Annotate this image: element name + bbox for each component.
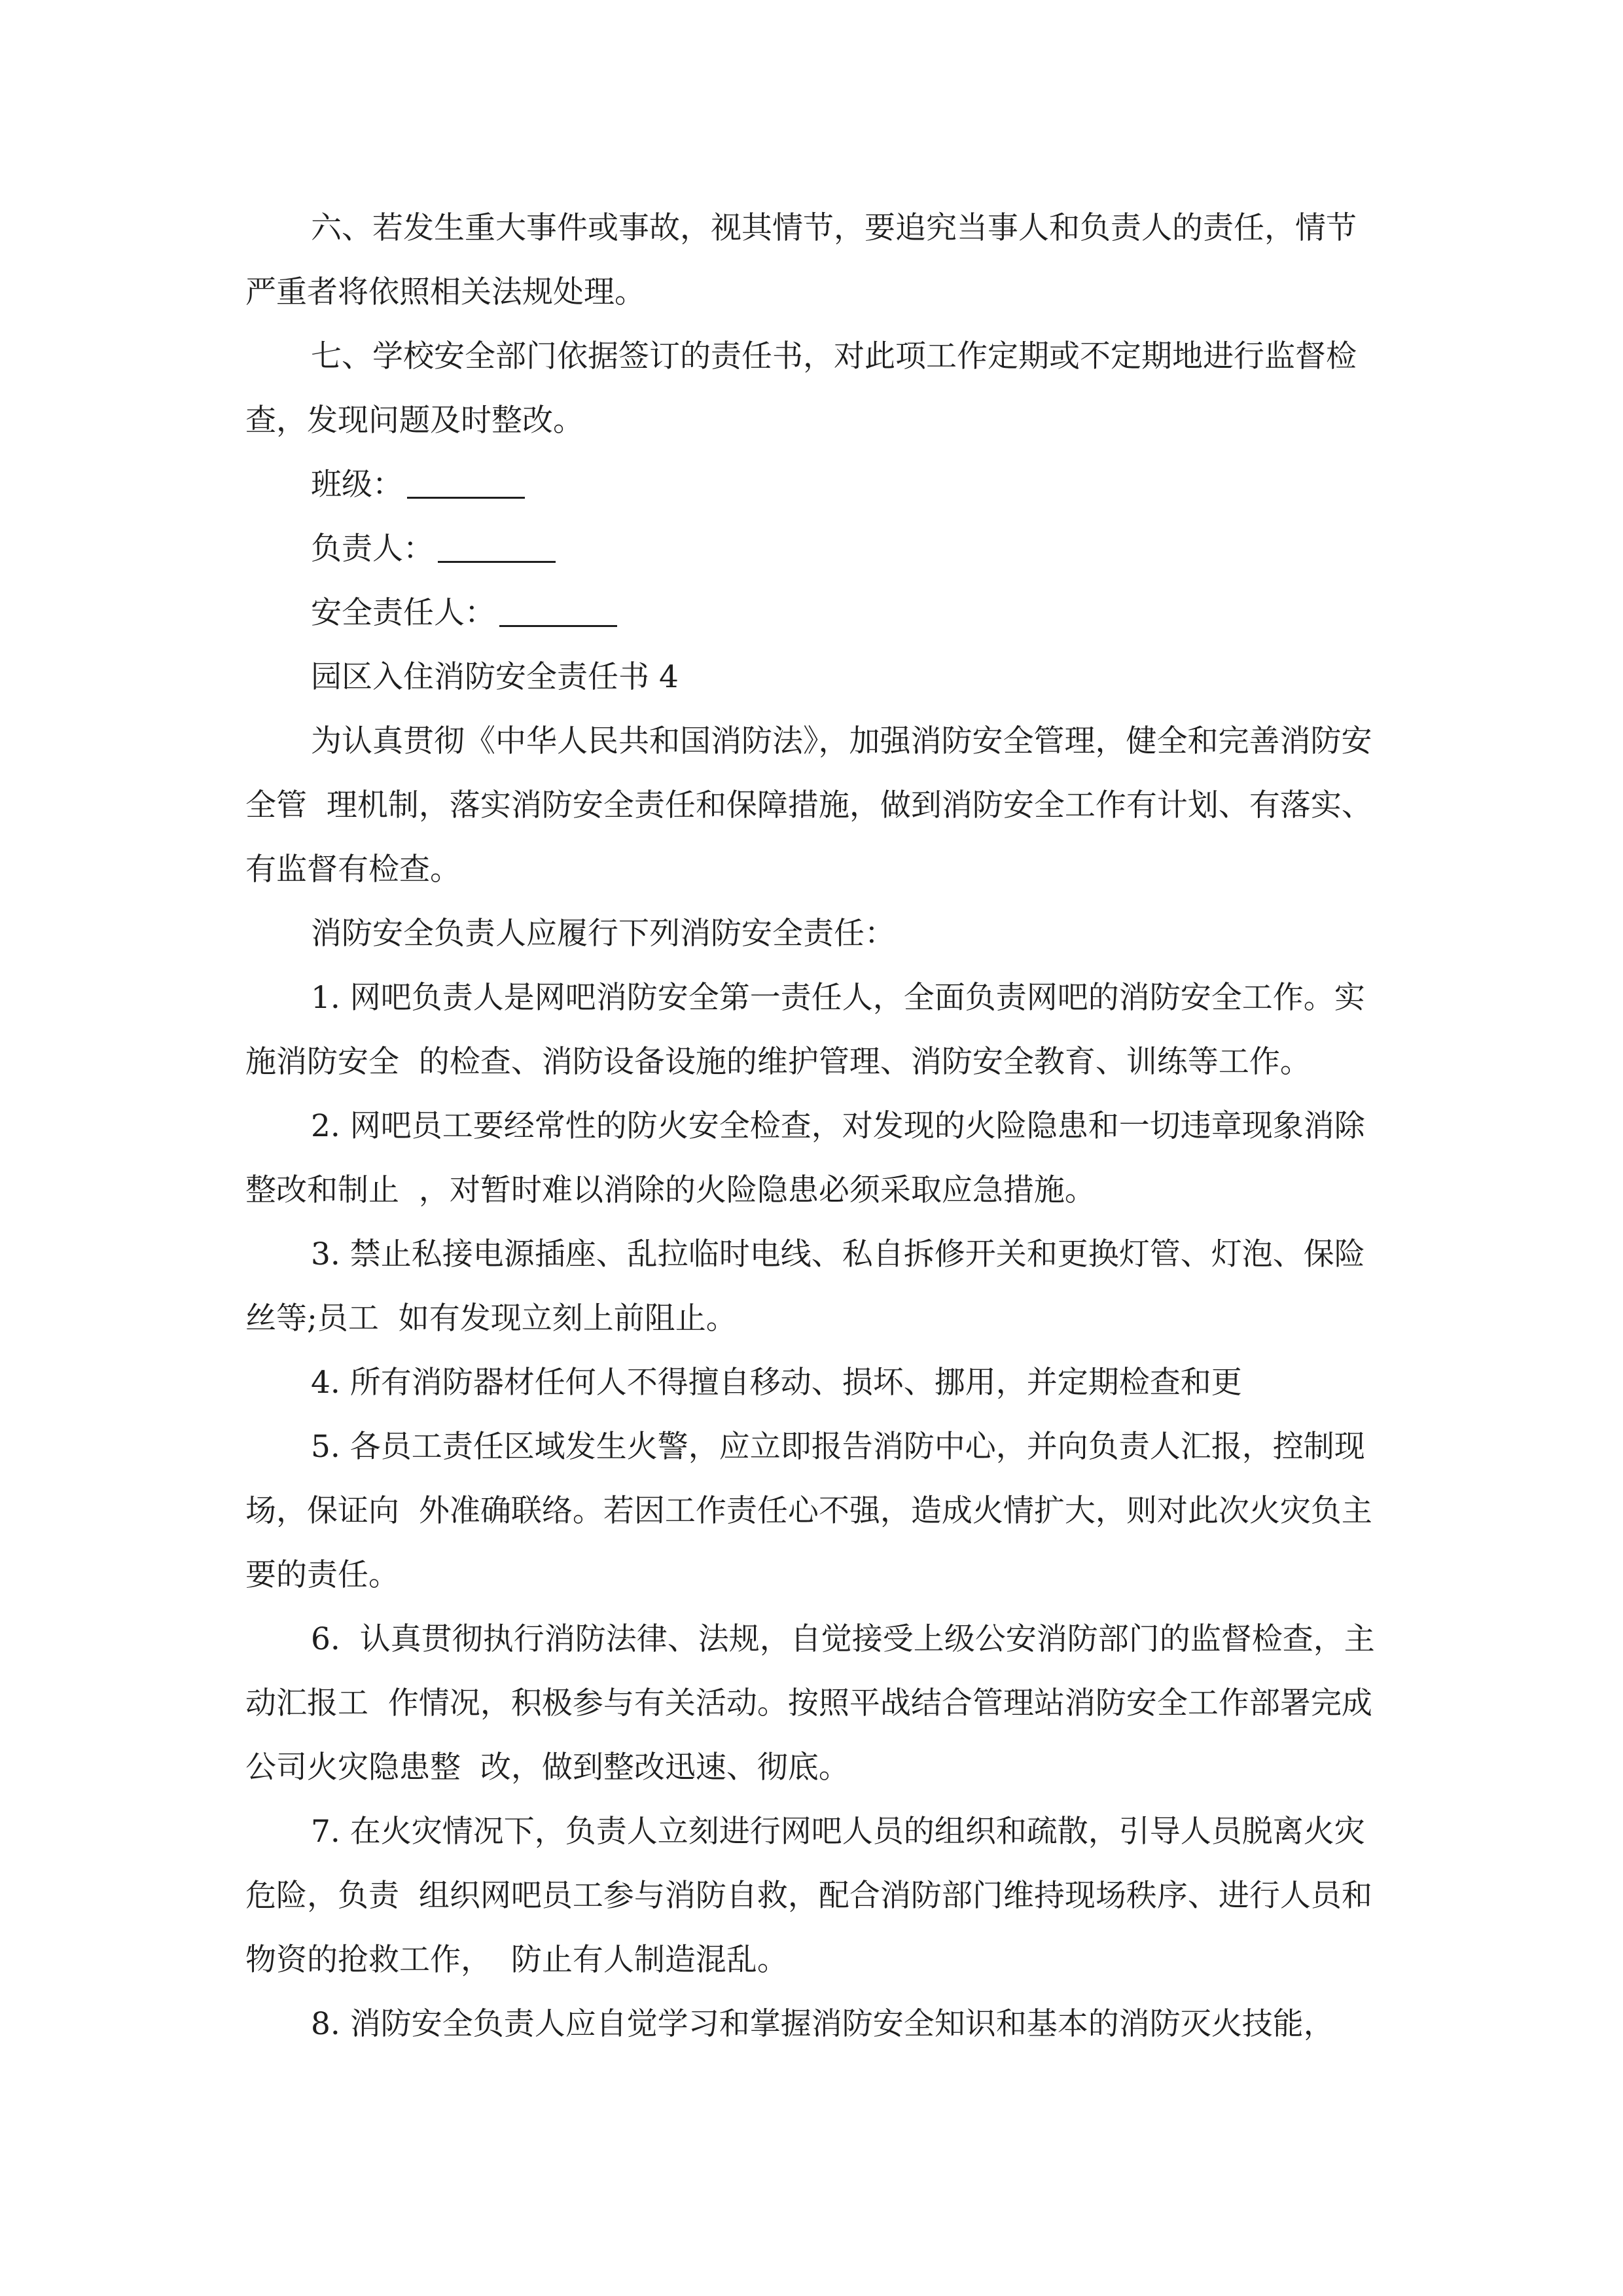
duty-item-6: 6. 认真贯彻执行消防法律、法规，自觉接受上级公安消防部门的监督检查，主动汇报工 作情况，积极参与有关活动。按照平战结合管理站消防安全工作部署完成公司火灾隐患整 改，做到整改迅速、彻底。 <box>245 1621 1375 1785</box>
duty-item-8: 8. 消防安全负责人应自觉学习和掌握消防安全知识和基本的消防灭火技能， <box>311 2006 1334 2042</box>
leader-blank <box>438 535 556 563</box>
duty-item-4: 4. 所有消防器材任何人不得擅自移动、损坏、挪用，并定期检查和更 <box>311 1365 1242 1401</box>
duty-item-1: 1. 网吧负责人是网吧消防安全第一责任人，全面负责网吧的消防安全工作。实施消防安全 的检查、消防设备设施的维护管理、消防安全教育、训练等工作。 <box>245 980 1365 1080</box>
safety-leader-field <box>245 581 1381 645</box>
safety-leader-label: 安全责任人： <box>311 595 495 631</box>
document-body <box>245 196 1381 2056</box>
leader-field <box>245 517 1381 581</box>
paragraph-item-seven: 七、学校安全部门依据签订的责任书，对此项工作定期或不定期地进行监督检查，发现问题及时整改。 <box>245 338 1357 439</box>
duty-item-5: 5. 各员工责任区域发生火警，应立即报告消防中心，并向负责人汇报，控制现场，保证向 外准确联络。若因工作责任心不强，造成火情扩大，则对此次火灾负主要的责任。 <box>245 1429 1372 1593</box>
leader-label: 负责人： <box>311 531 434 567</box>
class-label: 班级： <box>311 467 403 503</box>
duty-heading: 消防安全负责人应履行下列消防安全责任： <box>311 916 895 952</box>
duty-item-2: 2. 网吧员工要经常性的防火安全检查，对发现的火险隐患和一切违章现象消除整改和制止 ，对暂时难以消除的火险隐患必须采取应急措施。 <box>245 1108 1365 1208</box>
class-field <box>245 453 1381 517</box>
duty-item-3: 3. 禁止私接电源插座、乱拉临时电线、私自拆修开关和更换灯管、灯泡、保险丝等;员工 如有发现立刻上前阻止。 <box>245 1236 1365 1336</box>
paragraph-item-six: 六、若发生重大事件或事故，视其情节，要追究当事人和负责人的责任，情节严重者将依照相关法规处理。 <box>245 210 1357 310</box>
safety-leader-blank <box>499 599 617 627</box>
class-blank <box>407 471 525 499</box>
section-title: 园区入住消防安全责任书 4 <box>311 659 679 695</box>
duty-item-7: 7. 在火灾情况下，负责人立刻进行网吧人员的组织和疏散，引导人员脱离火灾危险，负责 组织网吧员工参与消防自救，配合消防部门维持现场秩序、进行人员和物资的抢救工作， 防止有人制造混乱。 <box>245 1814 1372 1978</box>
intro-paragraph: 为认真贯彻《中华人民共和国消防法》，加强消防安全管理，健全和完善消防安全管 理机制，落实消防安全责任和保障措施，做到消防安全工作有计划、有落实、有监督有检查。 <box>245 723 1372 888</box>
